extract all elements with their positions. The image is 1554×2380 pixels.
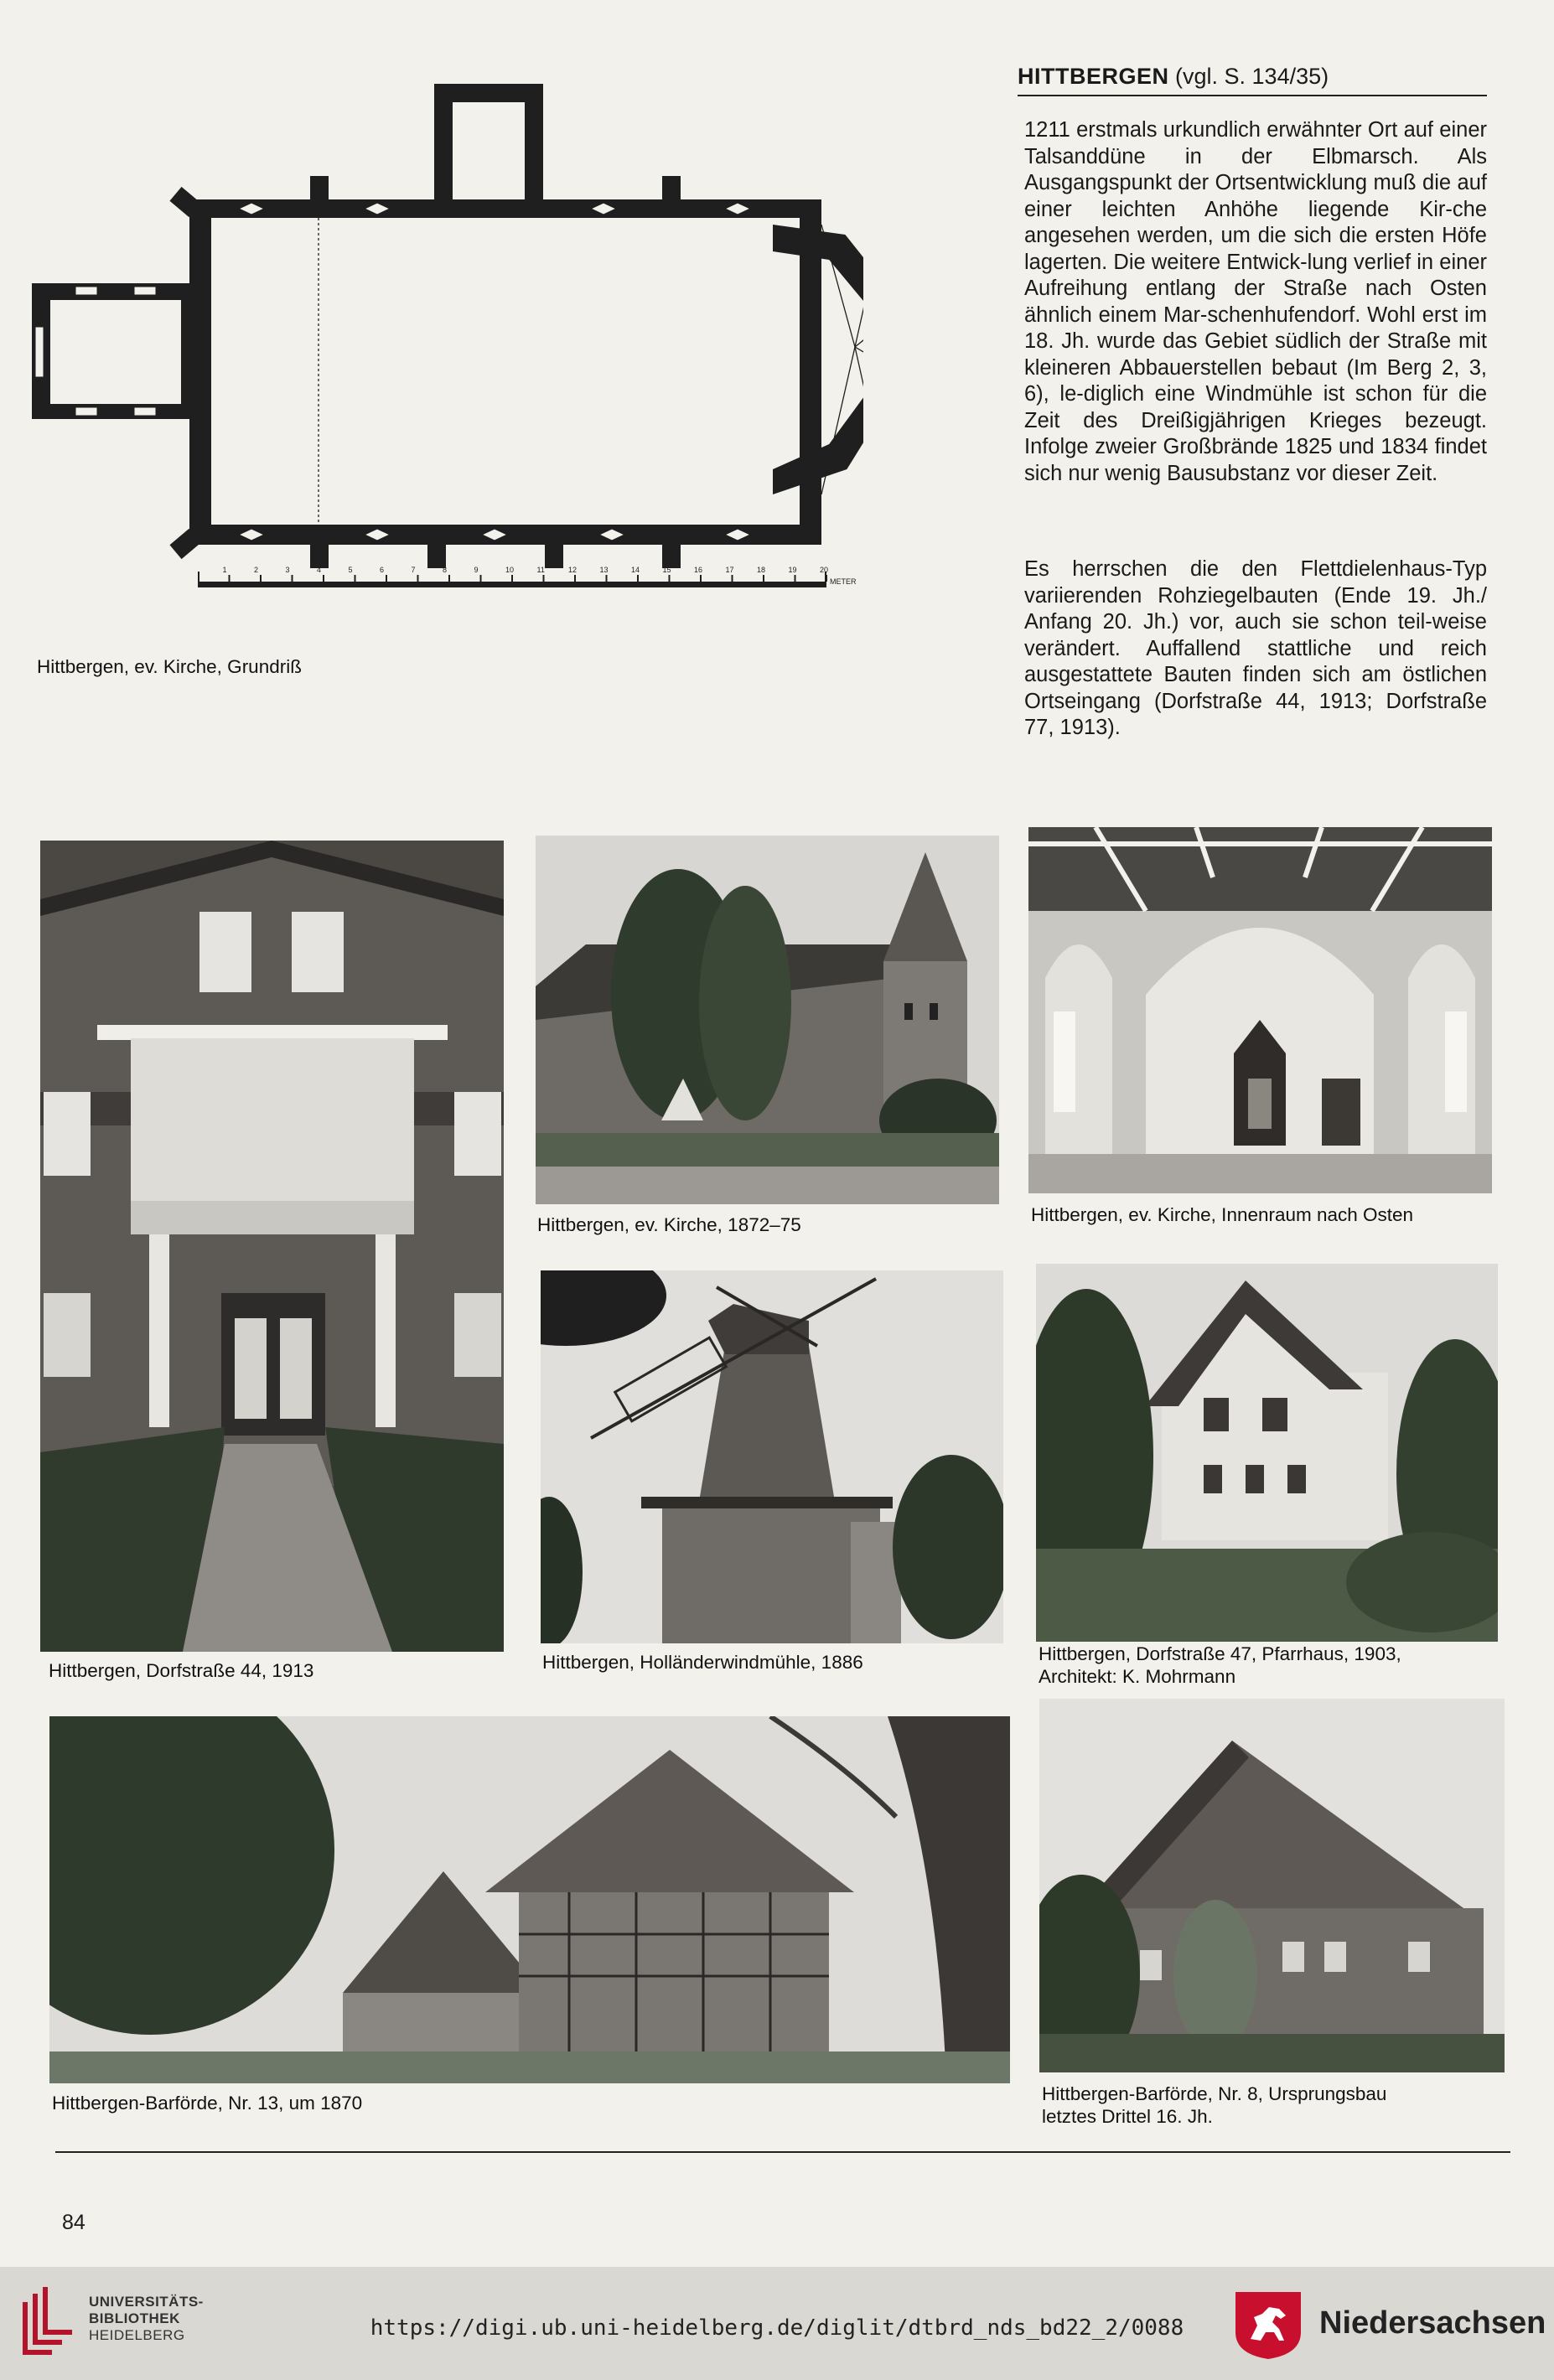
scale-tick-label: 17 <box>725 566 734 574</box>
caption-barfoerde-8-line2: letztes Drittel 16. Jh. <box>1042 2106 1213 2127</box>
state-name[interactable]: Niedersachsen <box>1319 2305 1546 2341</box>
scale-tick-label: 1 <box>222 566 227 574</box>
heading-rule <box>1018 95 1487 96</box>
scale-tick <box>795 575 796 582</box>
scale-tick <box>229 575 231 582</box>
scale-tick-label: 8 <box>443 566 448 574</box>
scale-tick-label: 7 <box>411 566 416 574</box>
scale-tick <box>355 575 356 582</box>
photo-pfarrhaus <box>1036 1264 1498 1642</box>
scale-tick-label: 12 <box>568 566 578 574</box>
scale-tick <box>732 575 733 582</box>
scale-tick-label: 9 <box>474 566 479 574</box>
photo-kirche-innen <box>1028 827 1492 1193</box>
scale-tick <box>543 575 545 582</box>
church-floor-plan <box>25 75 863 612</box>
library-line-1: UNIVERSITÄTS- <box>89 2294 204 2310</box>
photo-windmuehle <box>541 1270 1003 1643</box>
scale-tick-label: 13 <box>599 566 609 574</box>
scale-tick-label: 6 <box>380 566 385 574</box>
page-reference: (vgl. S. 134/35) <box>1175 64 1329 89</box>
scale-tick-label: 18 <box>757 566 766 574</box>
caption-kirche-aussen: Hittbergen, ev. Kirche, 1872–75 <box>537 1214 801 1235</box>
paragraph-history: 1211 erstmals urkundlich erwähnter Ort auf einer Talsanddüne in der Elbmarsch. Als Ausgangspunkt der Ortsentwicklung muß die auf einer leichten Anhöhe liegende Kir-che angesehen werden, um die sich die ersten Höfe lagerten. Die weitere Entwick-lung verlief in einer Aufreihung entlang der Straße nach Osten ähnlich einem Mar-schenhufendorf. Wohl erst im 18. Jh. wurde das Gebiet südlich der Straße mit kleineren Abbauerstellen bebaut (Im Berg 2, 3, 6), le-diglich eine Windmühle ist schon für die Zeit des Dreißigjährigen Krieges bezeugt. Infolge zweier Großbrände 1825 und 1834 findet sich nur wenig Bausubstanz vor dieser Zeit. <box>1024 118 1487 485</box>
scale-tick <box>637 575 639 582</box>
photo-dorfstrasse-44 <box>40 841 504 1652</box>
photo-kirche-aussen <box>536 836 999 1204</box>
scale-tick <box>323 575 324 582</box>
photo-barfoerde-13 <box>49 1716 1010 2083</box>
scale-tick <box>669 575 671 582</box>
library-line-2: BIBLIOTHEK <box>89 2310 180 2326</box>
permalink-url[interactable]: https://digi.ub.uni-heidelberg.de/diglit/dtbrd_nds_bd22_2/0088 <box>370 2315 1184 2341</box>
niedersachsen-horse-icon[interactable] <box>1232 2289 1304 2361</box>
scale-tick <box>386 575 387 582</box>
page-number: 84 <box>62 2211 85 2234</box>
photo-barfoerde-8 <box>1039 1699 1505 2072</box>
scale-tick-label: 2 <box>254 566 259 574</box>
paragraph-architecture: Es herrschen die den Flettdielenhaus-Typ variierenden Rohziegelbauten (Ende 19. Jh./ Anfang 20. Jh.) vor, auch sie schon teil-weise verändert. Auffallend stattliche und reich ausgestattete Bauten finden sich am östlichen Ortseingang (Dorfstraße 44, 1913; Dorfstraße 77, 1913). <box>1024 557 1487 739</box>
scale-tick-label: 15 <box>662 566 671 574</box>
scale-tick-label: 4 <box>317 566 322 574</box>
scale-tick-label: 10 <box>505 566 515 574</box>
place-name: HITTBERGEN <box>1018 64 1169 89</box>
scale-tick <box>606 575 608 582</box>
scale-tick-label: 20 <box>820 566 829 574</box>
scale-tick-label: 5 <box>348 566 353 574</box>
scale-tick-label: 11 <box>536 566 545 574</box>
scale-tick-label: 14 <box>631 566 640 574</box>
caption-kirche-innen: Hittbergen, ev. Kirche, Innenraum nach Osten <box>1031 1204 1414 1225</box>
scale-tick-label: 19 <box>788 566 797 574</box>
scale-tick <box>292 575 293 582</box>
bottom-rule <box>55 2151 1510 2153</box>
scale-tick <box>826 575 827 582</box>
caption-dorfstrasse-44: Hittbergen, Dorfstraße 44, 1913 <box>49 1660 314 1681</box>
floor-plan-caption: Hittbergen, ev. Kirche, Grundriß <box>37 656 302 677</box>
scale-tick <box>700 575 702 582</box>
scale-tick <box>574 575 576 582</box>
scale-tick <box>448 575 450 582</box>
scale-tick <box>511 575 513 582</box>
scale-unit: METER <box>830 577 857 586</box>
library-line-3: HEIDELBERG <box>89 2327 185 2343</box>
caption-barfoerde-8 <box>1042 2082 1386 2128</box>
caption-pfarrhaus <box>1039 1643 1401 1688</box>
scale-tick-label: 16 <box>694 566 703 574</box>
scale-tick <box>480 575 482 582</box>
caption-pfarrhaus-line2: Architekt: K. Mohrmann <box>1039 1666 1236 1687</box>
caption-pfarrhaus-line1: Hittbergen, Dorfstraße 47, Pfarrhaus, 1903, <box>1039 1643 1401 1664</box>
scale-tick-label: 3 <box>285 566 290 574</box>
scale-tick <box>260 575 262 582</box>
scale-tick <box>417 575 419 582</box>
section-heading <box>1018 64 1329 90</box>
viewer-footer <box>0 2267 1554 2380</box>
caption-windmuehle: Hittbergen, Holländerwindmühle, 1886 <box>542 1652 863 1673</box>
caption-barfoerde-8-line1: Hittbergen-Barförde, Nr. 8, Ursprungsbau <box>1042 2083 1387 2104</box>
caption-barfoerde-13: Hittbergen-Barförde, Nr. 13, um 1870 <box>52 2093 363 2114</box>
scale-tick <box>763 575 764 582</box>
